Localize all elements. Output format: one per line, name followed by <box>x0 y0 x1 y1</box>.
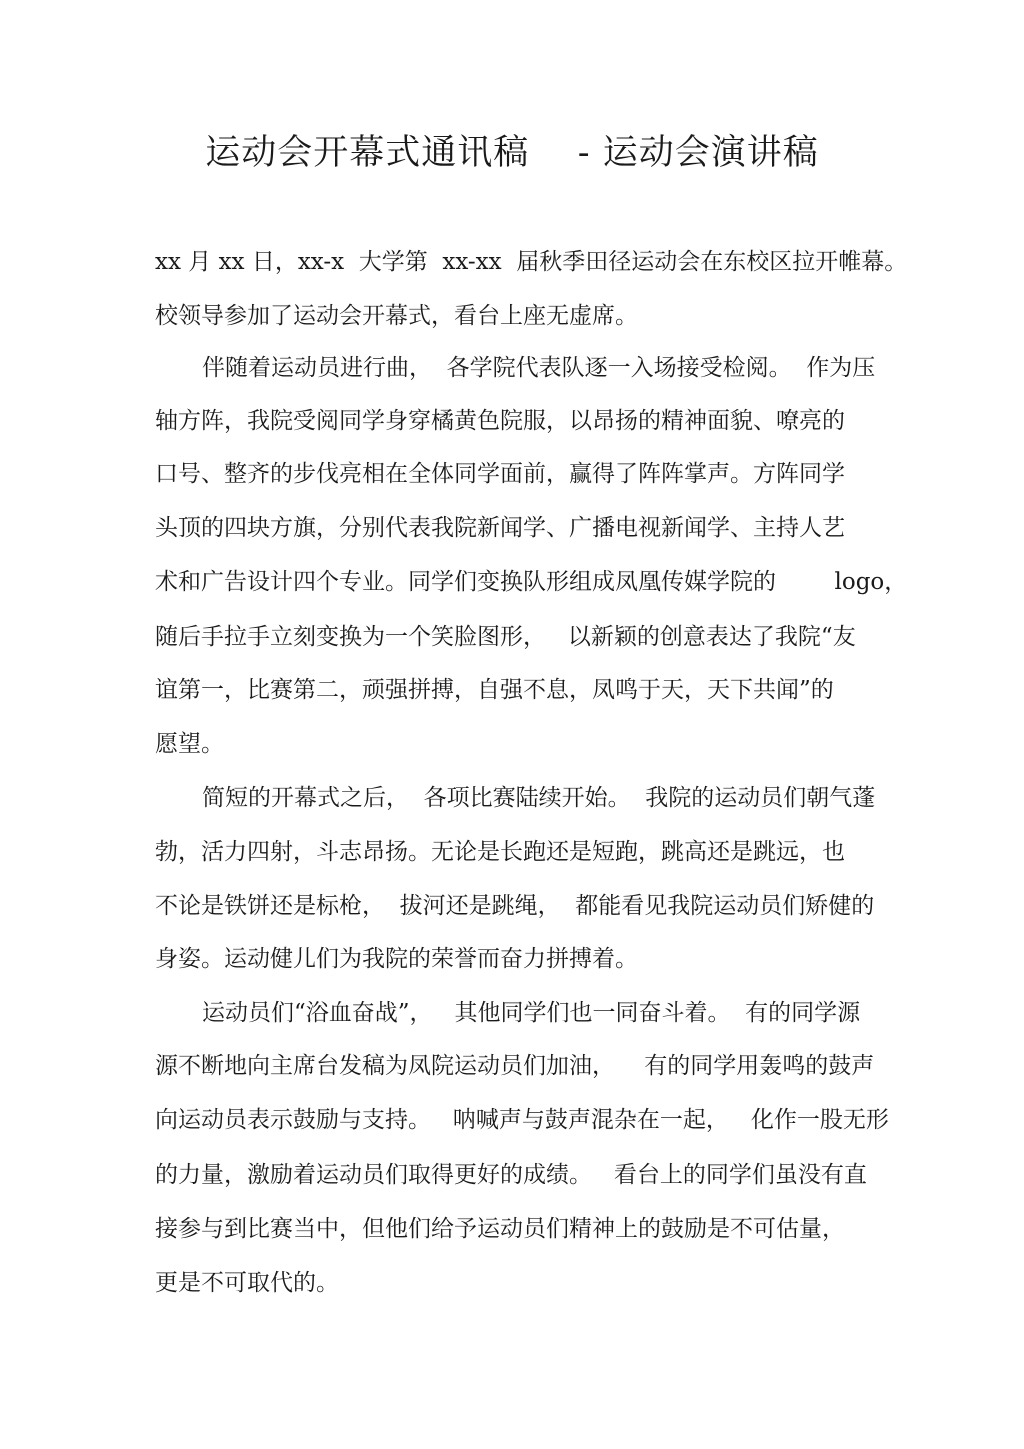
paragraph-4-line-5: 接参与到比赛当中，但他们给予运动员们精神上的鼓励是不可估量， <box>155 1216 845 1242</box>
paragraph-3-line-4: 身姿。运动健儿们为我院的荣誉而奋力拼搏着。 <box>155 946 638 972</box>
paragraph-1-line-1: xx 月 xx 日，xx-x 大学第 xx-xx 届秋季田径运动会在东校区拉开帷幕。 <box>155 249 908 275</box>
paragraph-2-line-6: 随后手拉手立刻变换为一个笑脸图形， 以新颖的创意表达了我院“友 <box>155 624 856 650</box>
paragraph-2-line-7: 谊第一，比赛第二，顽强拼搏，自强不息，凤鸣于天，天下共闻”的 <box>155 677 834 703</box>
paragraph-2-line-5: 术和广告设计四个专业。同学们变换队形组成凤凰传媒学院的 logo， <box>155 569 908 595</box>
document-title: 运动会开幕式通讯稿 - 运动会演讲稿 <box>205 133 819 173</box>
paragraph-2-line-1: 伴随着运动员进行曲， 各学院代表队逐一入场接受检阅。 作为压 <box>202 355 876 381</box>
paragraph-1-line-2: 校领导参加了运动会开幕式，看台上座无虚席。 <box>155 303 638 329</box>
paragraph-2-line-4: 头顶的四块方旗，分别代表我院新闻学、广播电视新闻学、主持人艺 <box>155 515 845 541</box>
paragraph-2-line-3: 口号、整齐的步伐亮相在全体同学面前，赢得了阵阵掌声。方阵同学 <box>155 461 845 487</box>
paragraph-4-line-1: 运动员们“浴血奋战”， 其他同学们也一同奋斗着。 有的同学源 <box>202 1000 861 1026</box>
paragraph-4-line-4: 的力量，激励着运动员们取得更好的成绩。 看台上的同学们虽没有直 <box>155 1162 867 1188</box>
paragraph-4-line-2: 源不断地向主席台发稿为凤院运动员们加油， 有的同学用轰鸣的鼓声 <box>155 1053 875 1079</box>
paragraph-4-line-6: 更是不可取代的。 <box>155 1270 339 1296</box>
paragraph-2-line-8: 愿望。 <box>155 731 224 757</box>
paragraph-3-line-1: 简短的开幕式之后， 各项比赛陆续开始。 我院的运动员们朝气蓬 <box>202 785 876 811</box>
paragraph-2-line-2: 轴方阵，我院受阅同学身穿橘黄色院服，以昂扬的精神面貌、嘹亮的 <box>155 408 845 434</box>
paragraph-3-line-3: 不论是铁饼还是标枪， 拔河还是跳绳， 都能看见我院运动员们矫健的 <box>155 893 875 919</box>
paragraph-4-line-3: 向运动员表示鼓励与支持。 呐喊声与鼓声混杂在一起， 化作一股无形 <box>155 1107 889 1133</box>
paragraph-3-line-2: 勃，活力四射，斗志昂扬。无论是长跑还是短跑，跳高还是跳远，也 <box>155 839 845 865</box>
